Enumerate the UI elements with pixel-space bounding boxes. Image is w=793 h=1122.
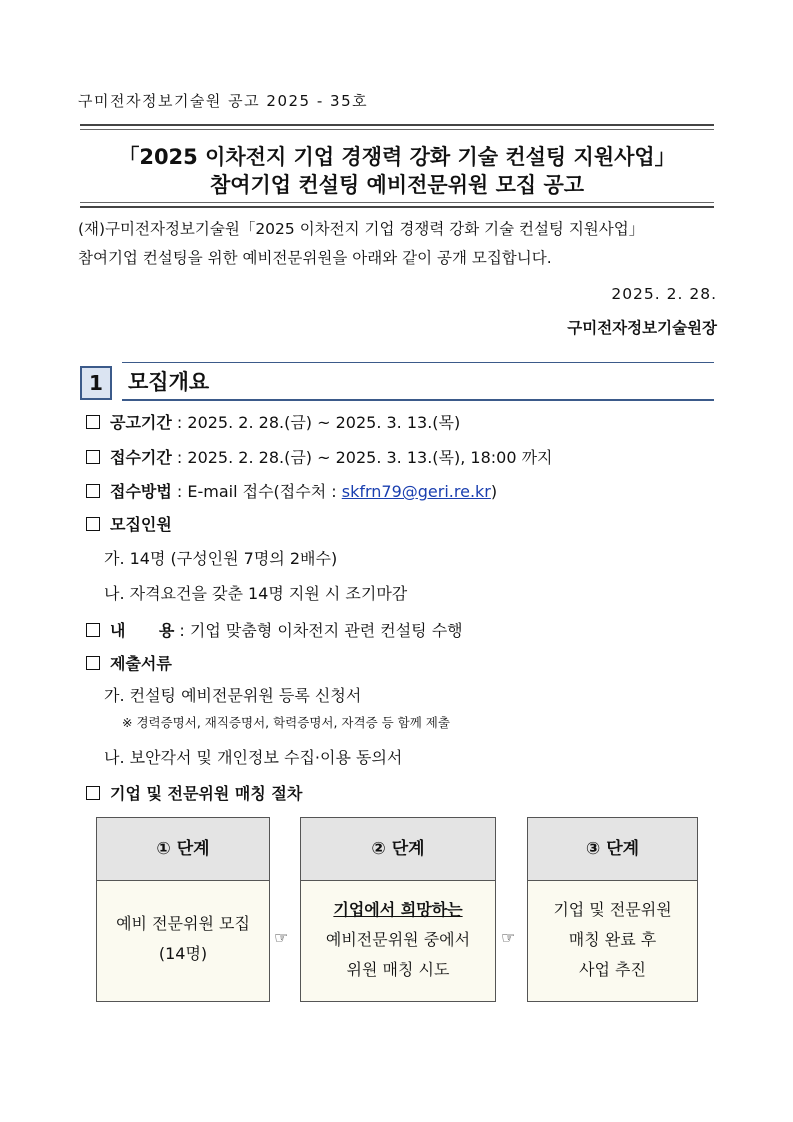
step-3-line3: 사업 추진 [579,960,646,979]
step-1-line2: (14명) [158,944,208,963]
item-receipt-method [86,480,497,504]
step-2-head: ② 단계 [301,818,495,881]
section-underline [122,399,714,401]
intro-line1: (재)구미전자정보기술원「2025 이차전지 기업 경쟁력 강화 기술 컨설팅 지원사업」 [78,220,645,238]
title-top-rule [80,124,714,126]
checkbox-icon [86,623,100,637]
announce-value: : 2025. 2. 28.(금) ~ 2025. 3. 13.(목) [171,413,461,432]
title-line1: 「2025 이차전지 기업 경쟁력 강화 기술 컨설팅 지원사업」 [118,145,676,169]
announce-label: 공고기간 [110,413,172,432]
docs-sub-b: 나. 보안각서 및 개인정보 수집·이용 동의서 [104,748,403,767]
receipt-value: : 2025. 2. 28.(금) ~ 2025. 3. 13.(목), 18:00 까지 [171,448,553,467]
title-bottom-rule [80,206,714,208]
checkbox-icon [86,517,100,531]
section-top-line [122,362,714,363]
method-value: : E-mail 접수(접수처 : [171,482,342,501]
item-recruit-count [86,513,172,537]
docs-label: 제출서류 [110,654,172,673]
step-3-head: ③ 단계 [528,818,697,881]
method-label: 접수방법 [110,482,172,501]
docs-note: ※ 경력증명서, 재직증명서, 학력증명서, 자격증 등 함께 제출 [122,715,450,730]
title-top-rule-thin [80,129,714,130]
email-link[interactable]: skfrn79@geri.re.kr [341,482,491,501]
method-close: ) [490,482,498,501]
item-procedure [86,782,302,806]
announcement-date: 2025. 2. 28. [611,285,717,303]
step-3-box [527,817,698,1002]
item-content [86,619,463,643]
step-3-line1: 기업 및 전문위원 [553,900,672,919]
title-line2: 참여기업 컨설팅 예비전문위원 모집 공고 [209,173,585,197]
step-2-line2: 예비전문위원 중에서 [325,930,471,949]
checkbox-icon [86,450,100,464]
receipt-label: 접수기간 [110,448,172,467]
arrow-2-icon: ☞ [501,928,516,947]
step-3-line2: 매칭 완료 후 [568,930,657,949]
item-receipt-period [86,446,553,470]
content-label: 내 용 [110,621,175,640]
issuing-org: 구미전자정보기술원장 [567,319,717,337]
recruit-sub-b: 나. 자격요건을 갖춘 14명 지원 시 조기마감 [104,584,408,603]
title-bottom-rule-thin [80,202,714,203]
checkbox-icon [86,415,100,429]
intro-line2: 참여기업 컨설팅을 위한 예비전문위원을 아래와 같이 공개 모집합니다. [78,249,552,267]
item-documents [86,652,172,676]
docs-sub-a: 가. 컨설팅 예비전문위원 등록 신청서 [104,686,362,705]
recruit-sub-a: 가. 14명 (구성인원 7명의 2배수) [104,549,338,568]
step-1-box [96,817,270,1002]
procedure-label: 기업 및 전문위원 매칭 절차 [110,784,303,803]
step-1-head: ① 단계 [97,818,269,881]
section-number: 1 [80,366,112,400]
section-title: 모집개요 [128,370,210,394]
recruit-label: 모집인원 [110,515,172,534]
step-1-line1: 예비 전문위원 모집 [116,914,250,933]
step-2-box [300,817,496,1002]
checkbox-icon [86,786,100,800]
step-2-line3: 위원 매칭 시도 [346,960,450,979]
arrow-1-icon: ☞ [274,928,289,947]
checkbox-icon [86,484,100,498]
notice-number: 구미전자정보기술원 공고 2025 - 35호 [78,92,369,110]
step-2-line1: 기업에서 희망하는 [333,900,463,919]
item-announce-period [86,411,460,435]
checkbox-icon [86,656,100,670]
content-value: : 기업 맞춤형 이차전지 관련 컨설팅 수행 [174,621,463,640]
